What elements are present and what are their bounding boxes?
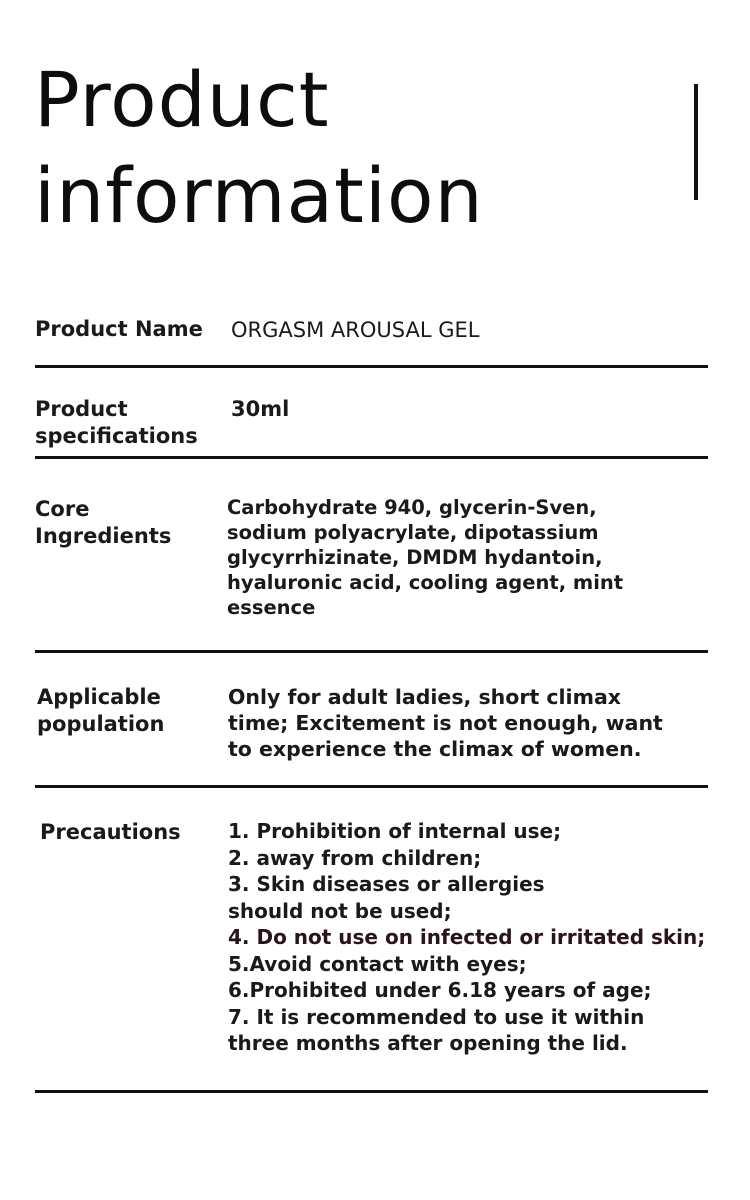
precaution-item: 1. Prohibition of internal use; — [228, 819, 562, 843]
divider-2 — [35, 456, 708, 459]
core-ingredients-label — [35, 496, 171, 550]
precaution-item: should not be used; — [228, 898, 452, 923]
applicable-population-line: to experience the climax of women. — [228, 737, 642, 761]
precaution-item: 6.Prohibited under 6.18 years of age; — [228, 978, 652, 1002]
precaution-item: three months after opening the lid. — [228, 1031, 628, 1055]
product-specifications-label-line-1: Product — [35, 397, 128, 421]
core-ingredients-line: essence — [227, 596, 316, 619]
precaution-item: 7. It is recommended to use it within — [228, 1004, 645, 1029]
core-ingredients-label-line-2: Ingredients — [35, 524, 172, 548]
applicable-population-label-line-1: Applicable — [37, 685, 161, 709]
core-ingredients-label-line-1: Core — [35, 497, 90, 521]
core-ingredients-line: hyaluronic acid, cooling agent, mint — [227, 571, 624, 594]
product-name-label: Product Name — [35, 317, 203, 341]
divider-5 — [35, 1090, 708, 1093]
precaution-item: 5.Avoid contact with eyes; — [228, 951, 527, 976]
precaution-item: 4. Do not use on infected or irritated skin; — [228, 925, 706, 949]
applicable-population-label-line-2: population — [37, 712, 165, 736]
core-ingredients-value — [227, 495, 697, 620]
divider-1 — [35, 365, 708, 368]
product-specifications-value: 30ml — [231, 397, 290, 421]
divider-3 — [35, 650, 708, 653]
core-ingredients-line: Carbohydrate 940, glycerin-Sven, — [227, 496, 597, 519]
precautions-list — [228, 818, 708, 1057]
applicable-population-line: time; Excitement is not enough, want — [228, 711, 663, 735]
applicable-population-value — [228, 684, 698, 762]
applicable-population-line: Only for adult ladies, short climax — [228, 685, 622, 709]
page-title-line-1: Product — [34, 55, 330, 144]
product-specifications-label-line-2: specifications — [35, 424, 198, 448]
precautions-label: Precautions — [40, 820, 181, 844]
page-title-line-2: information — [34, 151, 484, 240]
product-name-value: ORGASM AROUSAL GEL — [231, 318, 480, 342]
applicable-population-label — [37, 684, 164, 738]
divider-4 — [35, 785, 708, 788]
precaution-item: 2. away from children; — [228, 845, 482, 870]
precaution-item: 3. Skin diseases or allergies — [228, 872, 545, 896]
core-ingredients-line: glycyrrhizinate, DMDM hydantoin, — [227, 546, 603, 569]
page-title — [34, 52, 484, 244]
product-specifications-label — [35, 396, 198, 450]
title-accent-bar — [694, 84, 698, 200]
core-ingredients-line: sodium polyacrylate, dipotassium — [227, 521, 599, 544]
